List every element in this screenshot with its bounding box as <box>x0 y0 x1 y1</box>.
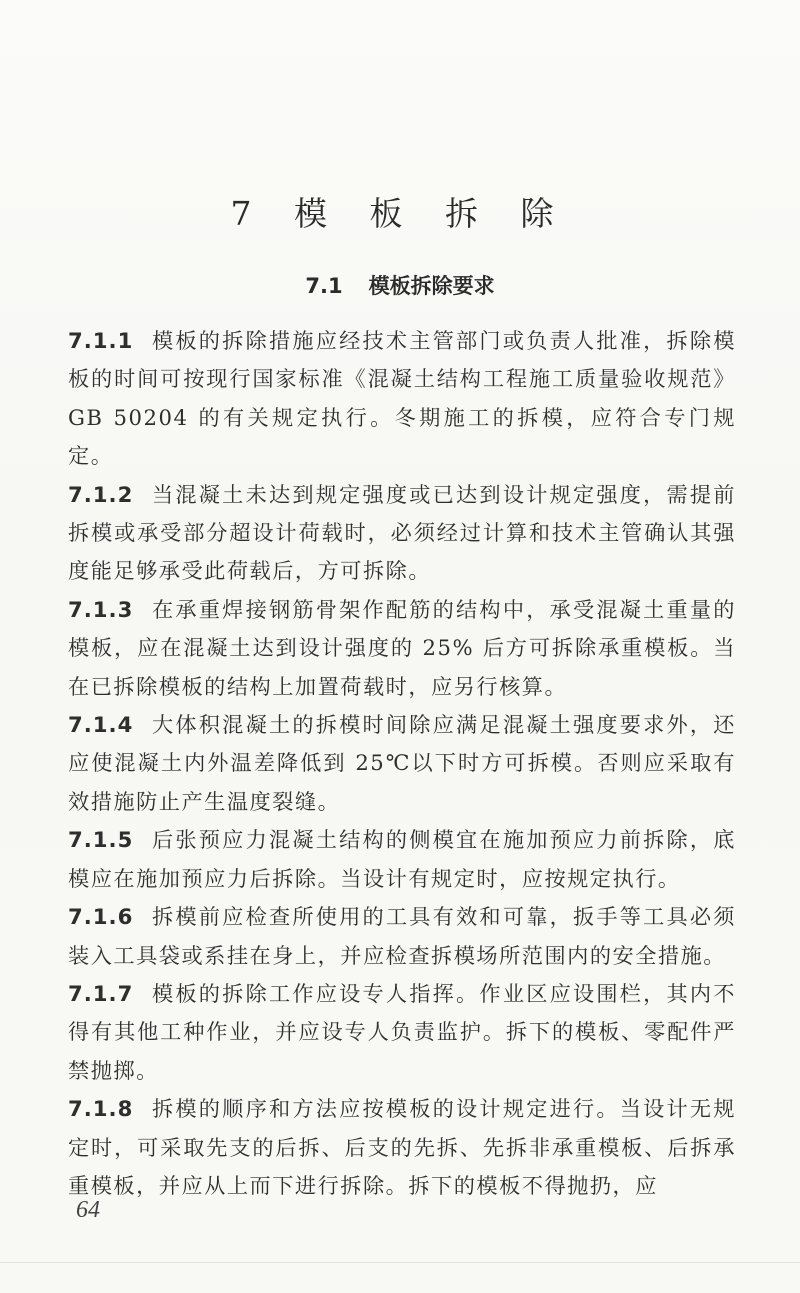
clause-7-1-2 <box>68 476 736 591</box>
clause-7-1-5 <box>68 821 736 898</box>
clause-text: 在承重焊接钢筋骨架作配筋的结构中，承受混凝土重量的模板，应在混凝土达到设计强度的 25% 后方可拆除承重模板。当在已拆除模板的结构上加置荷载时，应另行核算。 <box>68 596 736 699</box>
clause-number: 7.1.8 <box>68 1096 134 1122</box>
clause-number: 7.1.7 <box>68 980 134 1006</box>
clause-text: 当混凝土未达到规定强度或已达到设计规定强度，需提前拆模或承受部分超设计荷载时，必须经过计算和技术主管确认其强度能足够承受此荷载后，方可拆除。 <box>68 481 736 584</box>
clause-7-1-7 <box>68 975 736 1090</box>
clause-number: 7.1.5 <box>68 827 134 853</box>
clause-text: 后张预应力混凝土结构的侧模宜在施加预应力前拆除，底模应在施加预应力后拆除。当设计有规定时，应按规定执行。 <box>68 827 736 891</box>
footer-divider <box>0 1262 800 1263</box>
clause-text: 大体积混凝土的拆模时间除应满足混凝土强度要求外，还应使混凝土内外温差降低到 25℃以下时方可拆模。否则应采取有效措施防止产生温度裂缝。 <box>68 712 736 814</box>
clause-number: 7.1.2 <box>68 481 134 507</box>
clause-text: 模板的拆除工作应设专人指挥。作业区应设围栏，其内不得有其他工种作业，并应设专人负责监护。拆下的模板、零配件严禁抛掷。 <box>68 980 736 1083</box>
clause-text: 拆模的顺序和方法应按模板的设计规定进行。当设计无规定时，可采取先支的后拆、后支的先拆、先拆非承重模板、后拆承重模板，并应从上而下进行拆除。拆下的模板不得抛扔，应 <box>68 1096 736 1198</box>
clause-number: 7.1.1 <box>68 328 134 353</box>
clause-7-1-1 <box>68 322 736 476</box>
section-title: 模板拆除要求 <box>368 274 495 298</box>
clause-number: 7.1.3 <box>68 596 134 622</box>
clause-7-1-6 <box>68 898 736 975</box>
clause-text: 拆模前应检查所使用的工具有效和可靠，扳手等工具必须装入工具袋或系挂在身上，并应检查拆模场所范围内的安全措施。 <box>68 904 736 968</box>
clause-7-1-4 <box>68 706 736 821</box>
clause-list <box>68 322 736 1205</box>
clause-number: 7.1.4 <box>68 712 134 738</box>
section-heading <box>0 270 800 300</box>
chapter-title: 7 模 板 拆 除 <box>230 194 570 233</box>
clause-7-1-3 <box>68 591 736 706</box>
clause-number: 7.1.6 <box>68 904 134 930</box>
clause-text: 模板的拆除措施应经技术主管部门或负责人批准，拆除模板的时间可按现行国家标准《混凝土结构工程施工质量验收规范》GB 50204 的有关规定执行。冬期施工的拆模，应符合专门规定。 <box>68 328 736 469</box>
page-number: 64 <box>76 1197 100 1223</box>
section-number: 7.1 <box>305 274 343 298</box>
clause-7-1-8 <box>68 1090 736 1205</box>
